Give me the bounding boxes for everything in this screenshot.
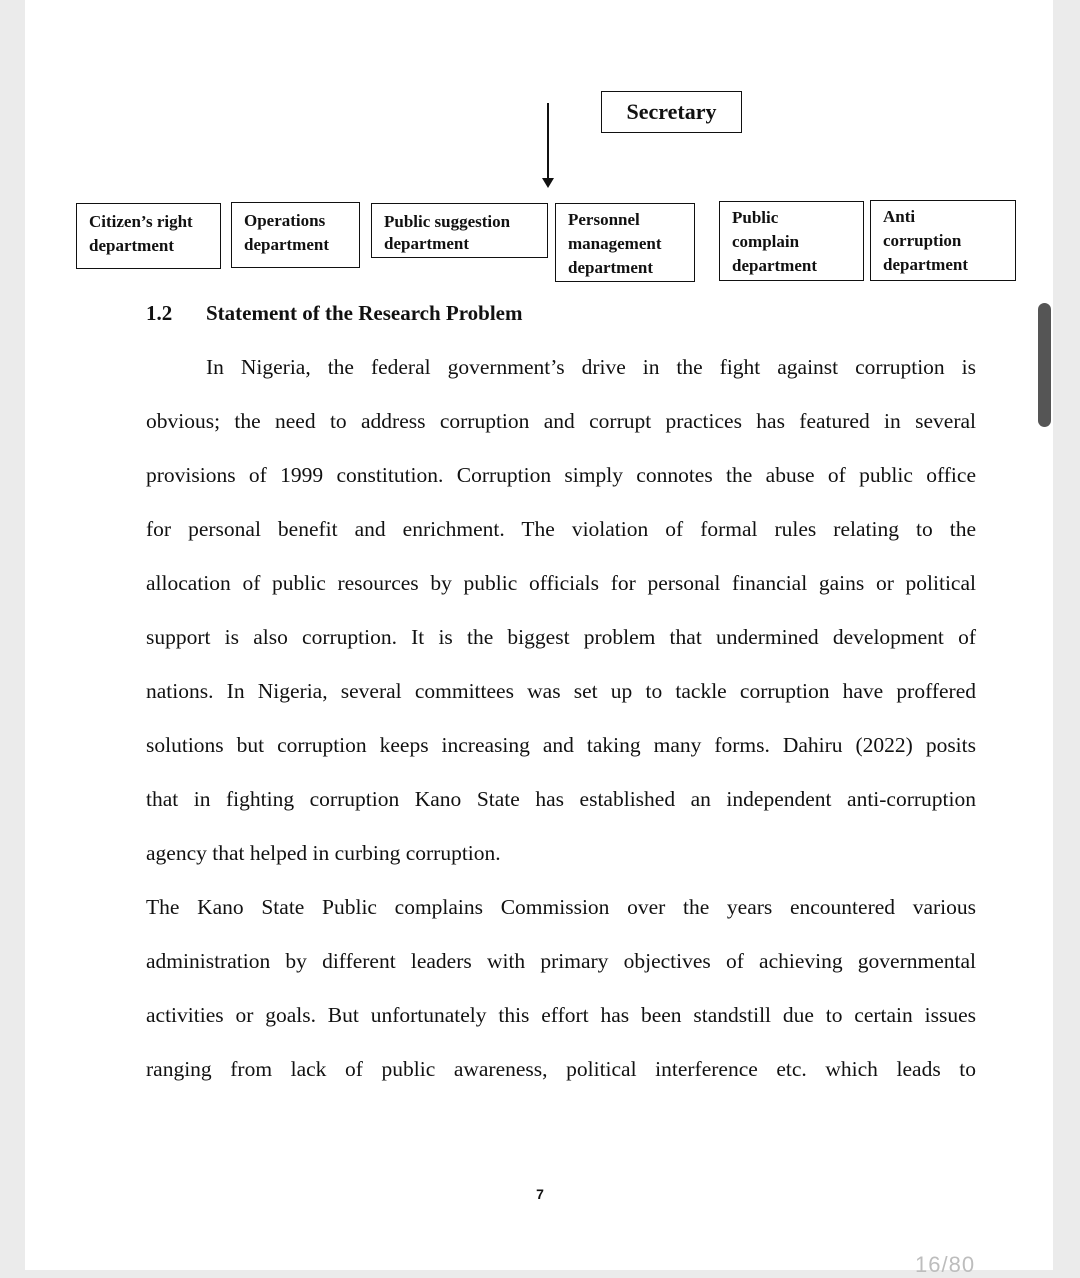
paragraph-line: ranging from lack of public awareness, political interference etc. which leads to <box>146 1057 976 1081</box>
paragraph-line: solutions but corruption keeps increasing and taking many forms. Dahiru (2022) posits <box>146 733 976 757</box>
chart-box-label: department <box>732 256 817 275</box>
section-number: 1.2 <box>146 301 173 325</box>
paragraph-line: that in fighting corruption Kano State has established an independent anti-corruption <box>146 787 976 811</box>
chart-box-label: Anti <box>883 207 916 226</box>
paragraph-line: provisions of 1999 constitution. Corruption simply connotes the abuse of public office <box>146 463 976 487</box>
paragraph-line: activities or goals. But unfortunately this effort has been standstill due to certain issues <box>146 1003 976 1027</box>
chart-box-label: Personnel <box>568 210 640 229</box>
chart-box-label: department <box>244 235 329 254</box>
scrollbar-thumb[interactable] <box>1038 303 1051 427</box>
chart-box-label: department <box>883 255 968 274</box>
chart-box-anti-corruption-department <box>870 200 1016 281</box>
page-number: 7 <box>536 1186 544 1202</box>
chart-box-public-complain-department <box>719 201 864 281</box>
paragraph-line: administration by different leaders with primary objectives of achieving governmental <box>146 949 976 973</box>
paragraph-line: for personal benefit and enrichment. The violation of formal rules relating to the <box>146 517 976 541</box>
paragraph-line: In Nigeria, the federal government’s drive in the fight against corruption is <box>206 355 976 379</box>
paragraph-line: obvious; the need to address corruption and corrupt practices has featured in several <box>146 409 976 433</box>
chart-box-label: department <box>568 258 653 277</box>
chart-box-citizens-right-department <box>76 203 221 269</box>
section-title: Statement of the Research Problem <box>206 301 523 325</box>
chart-box-label: department <box>384 234 469 253</box>
chart-box-label: complain <box>732 232 800 251</box>
chart-box-label: Secretary <box>626 99 717 124</box>
chart-arrow-head <box>542 178 554 188</box>
chart-box-secretary <box>601 91 742 133</box>
chart-arrow <box>547 103 549 179</box>
chart-box-label: Public suggestion <box>384 212 511 231</box>
viewer-page-indicator: 16/80 <box>915 1252 976 1277</box>
paragraph-line: nations. In Nigeria, several committees was set up to tackle corruption have proffered <box>146 679 976 703</box>
chart-box-label: department <box>89 236 174 255</box>
chart-box-personnel-management-department <box>555 203 695 282</box>
paragraph-line: allocation of public resources by public officials for personal financial gains or political <box>146 571 976 595</box>
chart-box-operations-department <box>231 202 360 268</box>
chart-box-label: Operations <box>244 211 326 230</box>
paragraph-line: agency that helped in curbing corruption. <box>146 841 501 865</box>
chart-box-label: corruption <box>883 231 962 250</box>
chart-box-public-suggestion-department <box>371 203 548 258</box>
chart-box-label: Public <box>732 208 779 227</box>
paragraph-line: The Kano State Public complains Commission over the years encountered various <box>146 895 976 919</box>
chart-box-label: management <box>568 234 662 253</box>
paragraph-line: support is also corruption. It is the biggest problem that undermined development of <box>146 625 976 649</box>
chart-box-label: Citizen’s right <box>89 212 193 231</box>
